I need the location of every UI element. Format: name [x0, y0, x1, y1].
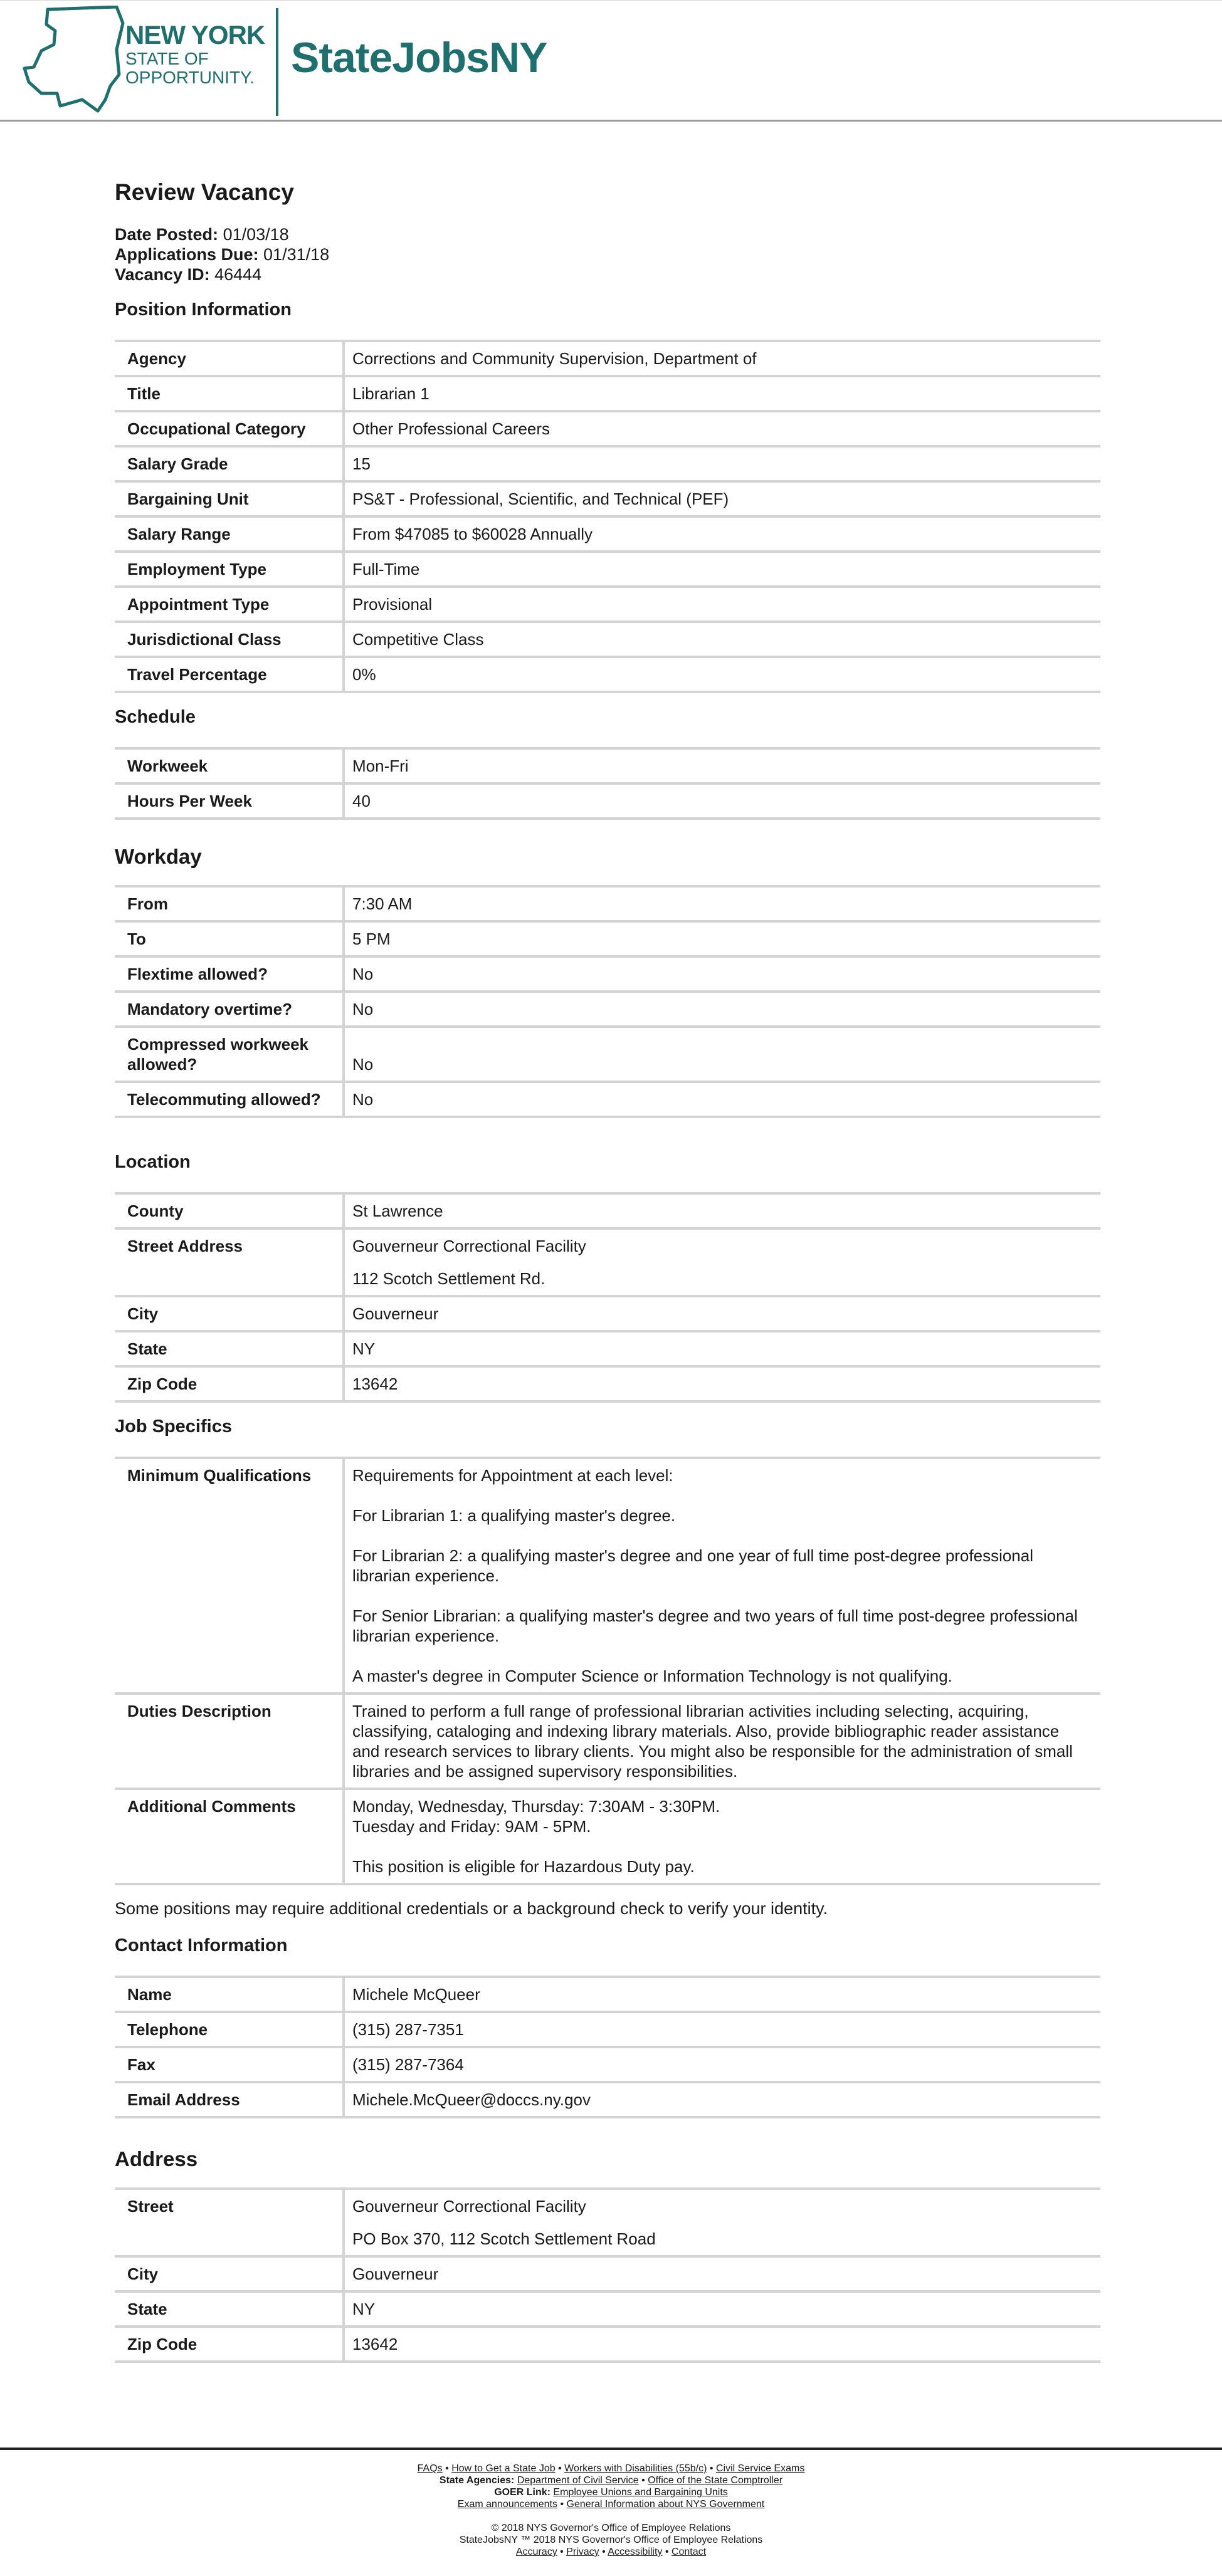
table-row [115, 2291, 1100, 2327]
logo-divider [276, 8, 278, 116]
general-info-link[interactable]: General Information about NYS Government [566, 2499, 765, 2510]
location-heading: Location [115, 1152, 191, 1172]
minq-paragraph: For Librarian 2: a qualifying master's degree and one year of full time post-degree professional librarian experience. [352, 1546, 1034, 1585]
row-value: Competitive Class [344, 622, 1100, 657]
street-line-1: Gouverneur Correctional Facility [352, 2197, 586, 2216]
address-heading: Address [115, 2147, 198, 2170]
row-label: Appointment Type [115, 587, 344, 622]
table-row [115, 1694, 1100, 1789]
row-label: Jurisdictional Class [115, 622, 344, 657]
row-value: No [344, 956, 1100, 992]
how-to-get-job-link[interactable]: How to Get a State Job [451, 2463, 556, 2474]
vacancy-id-value: 46444 [214, 265, 262, 284]
row-label: Duties Description [115, 1694, 344, 1789]
row-value: Corrections and Community Supervision, Department of [344, 341, 1100, 376]
site-footer [0, 2448, 1222, 2558]
table-row [115, 1789, 1100, 1884]
row-value: Gouverneur [344, 2256, 1100, 2291]
table-row [115, 1977, 1100, 2012]
row-value: Gouverneur [344, 1296, 1100, 1331]
table-row [115, 481, 1100, 516]
new-york-state-map-logo [23, 6, 132, 116]
table-row [115, 411, 1100, 446]
separator: • [560, 2547, 564, 2557]
row-label: Occupational Category [115, 411, 344, 446]
street-line-1: Gouverneur Correctional Facility [352, 1237, 586, 1255]
apps-due-value: 01/31/18 [263, 245, 330, 264]
credentials-note: Some positions may require additional credentials or a background check to verify your identity. [115, 1899, 828, 1918]
civil-service-exams-link[interactable]: Civil Service Exams [715, 2463, 805, 2474]
row-value: Librarian 1 [344, 376, 1100, 411]
row-value: 5 PM [344, 921, 1100, 956]
table-row [115, 992, 1100, 1027]
nys-line-2: STATE OF [125, 49, 209, 68]
page-title: Review Vacancy [115, 179, 294, 205]
statejobsny-brand[interactable]: StateJobsNY [291, 34, 547, 81]
table-row [115, 516, 1100, 552]
row-value: No [344, 1082, 1100, 1117]
vacancy-meta [115, 224, 329, 285]
footer-links-row-5 [0, 2546, 1222, 2558]
row-value: NY [344, 2291, 1100, 2327]
job-specifics-heading: Job Specifics [115, 1416, 232, 1437]
vacancy-id-label: Vacancy ID: [115, 265, 210, 284]
state-agencies-label: State Agencies: [439, 2475, 515, 2486]
min-qualifications-value [344, 1458, 1100, 1694]
row-value: 13642 [344, 2327, 1100, 2362]
table-row [115, 2189, 1100, 2256]
copyright-1: © 2018 NYS Governor's Office of Employee Relations [491, 2523, 731, 2533]
nys-wordmark [125, 22, 265, 86]
row-label: Telephone [115, 2012, 344, 2047]
row-label: State [115, 2291, 344, 2327]
apps-due-label: Applications Due: [115, 245, 259, 264]
row-label: County [115, 1193, 344, 1228]
row-label: Agency [115, 341, 344, 376]
table-row [115, 587, 1100, 622]
contact-link[interactable]: Contact [671, 2547, 707, 2557]
row-label: Zip Code [115, 2327, 344, 2362]
row-value: St Lawrence [344, 1193, 1100, 1228]
table-row [115, 2082, 1100, 2117]
separator: • [558, 2463, 562, 2474]
row-label: Salary Grade [115, 446, 344, 481]
table-row [115, 1193, 1100, 1228]
separator: • [641, 2475, 645, 2486]
table-row [115, 657, 1100, 692]
date-posted-value: 01/03/18 [223, 225, 289, 244]
comptroller-link[interactable]: Office of the State Comptroller [648, 2475, 783, 2486]
table-row [115, 1296, 1100, 1331]
row-label: Salary Range [115, 516, 344, 552]
date-posted-label: Date Posted: [115, 225, 219, 244]
accuracy-link[interactable]: Accuracy [515, 2547, 557, 2557]
copyright-2: StateJobsNY ™ 2018 NYS Governor's Office of Employee Relations [459, 2535, 763, 2545]
row-label: Fax [115, 2047, 344, 2082]
goer-label: GOER Link: [494, 2487, 550, 2498]
row-value: (315) 287-7351 [344, 2012, 1100, 2047]
table-row [115, 446, 1100, 481]
table-row [115, 2327, 1100, 2362]
table-row [115, 748, 1100, 783]
row-label: Additional Comments [115, 1789, 344, 1884]
faqs-link[interactable]: FAQs [417, 2463, 443, 2474]
site-header [0, 0, 1222, 122]
address-table [115, 2187, 1100, 2363]
row-value: Other Professional Careers [344, 411, 1100, 446]
table-row [115, 2012, 1100, 2047]
row-value: Michele McQueer [344, 1977, 1100, 2012]
street-line-2: 112 Scotch Settlement Rd. [352, 1269, 545, 1288]
row-value: NY [344, 1331, 1100, 1366]
separator: • [602, 2547, 606, 2557]
table-row [115, 2047, 1100, 2082]
street-line-2: PO Box 370, 112 Scotch Settlement Road [352, 2229, 656, 2248]
row-value: No [344, 1027, 1100, 1082]
table-row [115, 1331, 1100, 1366]
row-label: State [115, 1331, 344, 1366]
row-label: Travel Percentage [115, 657, 344, 692]
row-value [344, 2189, 1100, 2256]
exam-announcements-link[interactable]: Exam announcements [457, 2499, 557, 2510]
comments-line: This position is eligible for Hazardous Duty pay. [352, 1857, 695, 1876]
row-label: Title [115, 376, 344, 411]
row-value[interactable]: Michele.McQueer@doccs.ny.gov [344, 2082, 1100, 2117]
row-value: No [344, 992, 1100, 1027]
schedule-heading: Schedule [115, 707, 196, 727]
row-label: Mandatory overtime? [115, 992, 344, 1027]
contact-table [115, 1976, 1100, 2118]
duties-value: Trained to perform a full range of professional librarian activities including selecting, acquiring, classifying, cataloging and indexing library materials. Also, provide bibliographic reader assistance and research services to library clients. You might also be responsible for the administration of small libraries and be assigned supervisory responsibilities. [344, 1694, 1100, 1789]
footer-links-row-4 [0, 2498, 1222, 2510]
table-row [115, 1228, 1100, 1296]
table-row [115, 886, 1100, 921]
row-value: From $47085 to $60028 Annually [344, 516, 1100, 552]
row-label: Compressed workweek allowed? [115, 1027, 344, 1082]
minq-paragraph: Requirements for Appointment at each level: [352, 1466, 673, 1485]
row-label: City [115, 1296, 344, 1331]
row-label: Name [115, 1977, 344, 2012]
table-row [115, 956, 1100, 992]
row-label: Street [115, 2189, 344, 2256]
civil-service-dept-link[interactable]: Department of Civil Service [517, 2475, 639, 2486]
row-label: Workweek [115, 748, 344, 783]
row-value: 13642 [344, 1366, 1100, 1401]
table-row [115, 376, 1100, 411]
schedule-table [115, 747, 1100, 820]
table-row [115, 1082, 1100, 1117]
table-row [115, 552, 1100, 587]
row-label: Flextime allowed? [115, 956, 344, 992]
contact-heading: Contact Information [115, 1935, 288, 1956]
footer-links-row-2 [0, 2474, 1222, 2486]
unions-link[interactable]: Employee Unions and Bargaining Units [553, 2487, 728, 2498]
minq-paragraph: For Senior Librarian: a qualifying master's degree and two years of full time post-degree professional librarian experience. [352, 1606, 1078, 1645]
row-label: Employment Type [115, 552, 344, 587]
nys-line-3: OPPORTUNITY. [125, 68, 255, 87]
row-label: Bargaining Unit [115, 481, 344, 516]
row-label: Email Address [115, 2082, 344, 2117]
row-value: Provisional [344, 587, 1100, 622]
separator: • [445, 2463, 449, 2474]
nys-line-1: NEW YORK [125, 20, 265, 50]
table-row [115, 1458, 1100, 1694]
row-label: To [115, 921, 344, 956]
comments-value [344, 1789, 1100, 1884]
row-label: Telecommuting allowed? [115, 1082, 344, 1117]
row-label: Zip Code [115, 1366, 344, 1401]
row-value: Mon-Fri [344, 748, 1100, 783]
row-value: 15 [344, 446, 1100, 481]
row-value [344, 1228, 1100, 1296]
privacy-link[interactable]: Privacy [566, 2547, 599, 2557]
row-value: 40 [344, 783, 1100, 819]
table-row [115, 921, 1100, 956]
separator: • [709, 2463, 714, 2474]
accessibility-link[interactable]: Accessibility [608, 2547, 663, 2557]
row-label: Minimum Qualifications [115, 1458, 344, 1694]
table-row [115, 2256, 1100, 2291]
row-label: Hours Per Week [115, 783, 344, 819]
row-value: (315) 287-7364 [344, 2047, 1100, 2082]
workday-table [115, 885, 1100, 1118]
job-specifics-table [115, 1457, 1100, 1885]
table-row [115, 622, 1100, 657]
separator: • [560, 2499, 564, 2510]
row-value: Full-Time [344, 552, 1100, 587]
table-row [115, 1027, 1100, 1082]
comments-line: Monday, Wednesday, Thursday: 7:30AM - 3:30PM. [352, 1797, 720, 1816]
minq-paragraph: A master's degree in Computer Science or Information Technology is not qualifying. [352, 1667, 952, 1685]
footer-links-row-1 [0, 2463, 1222, 2474]
row-value: 0% [344, 657, 1100, 692]
position-info-heading: Position Information [115, 300, 292, 320]
separator: • [665, 2547, 669, 2557]
footer-links-row-3 [0, 2486, 1222, 2498]
row-label: From [115, 886, 344, 921]
comments-line: Tuesday and Friday: 9AM - 5PM. [352, 1817, 591, 1836]
row-value: PS&T - Professional, Scientific, and Technical (PEF) [344, 481, 1100, 516]
table-row [115, 341, 1100, 376]
row-label: City [115, 2256, 344, 2291]
row-value: 7:30 AM [344, 886, 1100, 921]
position-info-table [115, 340, 1100, 693]
minq-paragraph: For Librarian 1: a qualifying master's degree. [352, 1506, 676, 1525]
row-label: Street Address [115, 1228, 344, 1296]
location-table [115, 1192, 1100, 1403]
table-row [115, 1366, 1100, 1401]
disabilities-link[interactable]: Workers with Disabilities (55b/c) [564, 2463, 707, 2474]
table-row [115, 783, 1100, 819]
workday-heading: Workday [115, 845, 202, 868]
